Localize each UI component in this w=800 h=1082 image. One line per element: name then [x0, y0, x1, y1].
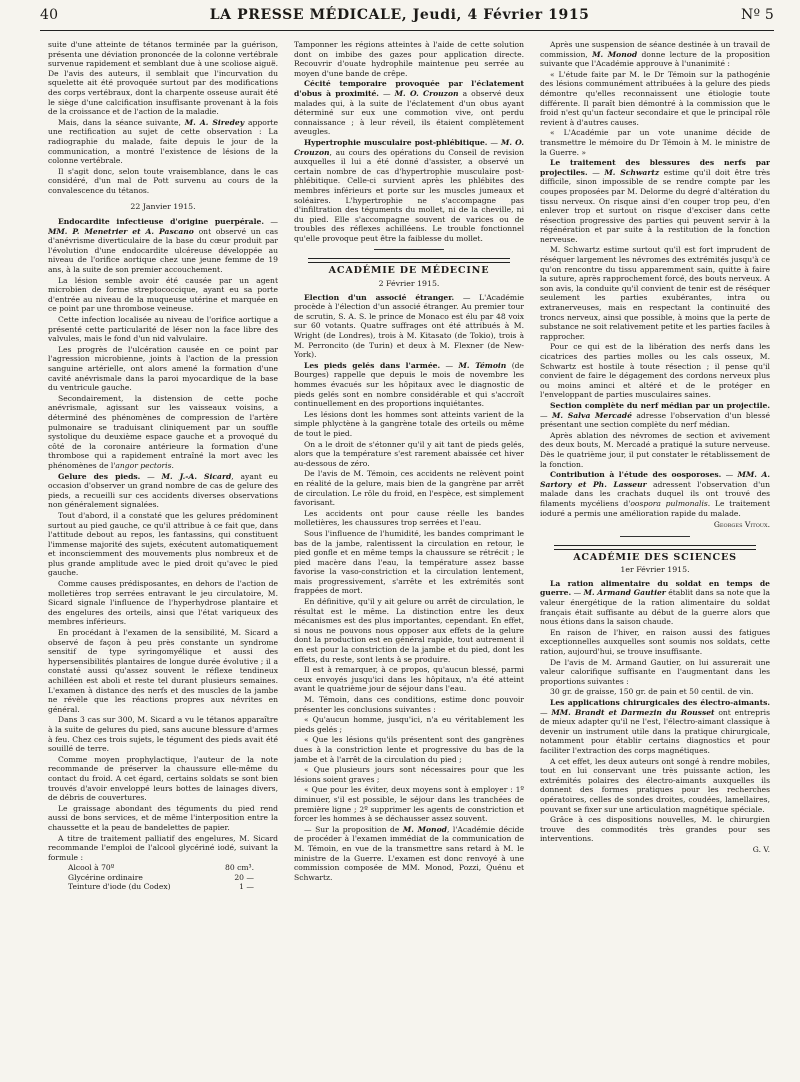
paragraph: Le graissage abondant des téguments du pied rend aussi de bons services, et de même l'interposition entre la chaussette et la peau de bandelettes de papier.: [48, 803, 278, 832]
paragraph: Sous l'influence de l'humidité, les bandes comprimant le bas de la jambe, ralentissent la circulation en retour, le pied gonfle et en même temps la chaussure se rétrécit ; le pied macère dans l'eau, la température assez basse favorise la vaso-constriction et la circulation lentement, mais progressivement, s'arrête et les extrémités sont frappées de mort.: [294, 528, 524, 596]
section-heading: Section complète du nerf médian par un projectile.: [550, 400, 770, 410]
session-date: 1er Février 1915.: [620, 565, 690, 575]
author-name: M. Salva Mercadé: [552, 410, 632, 420]
paragraph: Il s'agit donc, selon toute vraisemblance, dans le cas considéré, d'un mal de Pott survenu au cours de la convalescence du tétanos.: [48, 166, 278, 195]
paragraph: De l'avis de M. Témoin, ces accidents ne relèvent point en réalité de la gelure, mais bien de la gangrène par arrêt de circulation. Le rôle du froid, en l'espèce, est simplement favorisant.: [294, 469, 524, 508]
paragraph: Les applications chirurgicales des électro-aimants. — MM. Brandt et Darmezin du Rousset ont entrepris de mieux adapter qu'il ne l'est, l'électro-aimant classique à devenir un instrument utile dans la pratique chirurgicale, notamment pour établir certains diagnostics et pour faciliter l'extraction des corps magnétiques.: [540, 698, 770, 755]
paragraph: En raison de l'hiver, en raison aussi des fatigues exceptionnelles auxquelles sont soumis nos soldats, cette ration, aujourd'hui, se trouve insuffisante.: [540, 627, 770, 657]
paragraph: A cet effet, les deux auteurs ont songé à rendre mobiles, tout en lui conservant une très puissante action, les extrémités polaires des électro-aimants auxquelles ils donnent des formes pratiques pour les recherches opératoires, celles de sondes droites, coudées, lamellaires, pouvant se fixer sur une articulation magnétique spéciale.: [540, 756, 770, 814]
paragraph: A titre de traitement palliatif des engelures, M. Sicard recommande l'emploi de l'alcool glycériné iodé, suivant la formule :: [48, 833, 278, 862]
section-heading: Le traitement des blessures des nerfs par projectiles.: [540, 158, 770, 177]
paragraph: Cette infection localisée au niveau de l'orifice aortique a présenté cette particularité de léser non la face libre des valvules, mais le fond d'un nid valvulaire.: [48, 315, 278, 344]
column-1: [48, 40, 278, 1076]
paragraph: Après une suspension de séance destinée à un travail de commission, M. Monod donne lecture de la proposition suivante que l'Académie approuve à l'unanimité :: [540, 40, 770, 69]
divider: [620, 536, 690, 537]
formula-row: Alcool à 70º 80 cm³.: [68, 863, 254, 873]
paragraph: Secondairement, la distension de cette poche anévrismale, agissant sur les vaisseaux voisins, a déterminé des phénomènes de compression de l'artère pulmonaire se traduisant cliniquement par un souffle systolique du deuxième espace gauche et a provoqué du côté de la coronaire antérieure la formation d'une thrombose qui a rapidement entraîné la mort avec les phénomènes de l'angor pectoris.: [48, 393, 278, 470]
section-heading: Gelure des pieds.: [58, 471, 141, 481]
paragraph: Les lésions dont les hommes sont atteints varient de la simple phlyctène à la gangrène totale des orteils ou même de tout le pied.: [294, 409, 524, 438]
issue-number: Nº 5: [741, 7, 774, 23]
quote-paragraph: « Que plusieurs jours sont nécessaires pour que les lésions soient graves ;: [294, 765, 524, 784]
paragraph: En procédant à l'examen de la sensibilité, M. Sicard a observé de façon à peu près constante un syndrome sensitif de type syringomyélique et aussi des hypersensibilités plantaires de longue durée évolutive ; il a constaté aussi qu'assez souvent le réflexe tendineux achilléen est aboli et reste tel durant plusieurs semaines. L'examen à distance des nerfs et des muscles de la jambe ne révèle que les réactions propres aux névrites en général.: [48, 628, 278, 714]
formula-row: Glycérine ordinaire 20 —: [68, 872, 254, 882]
paragraph: Endocardite infectieuse d'origine puerpérale. — MM. P. Menetrier et A. Pascano ont observé un cas d'anévrisme diverticulaire de la base du cœur produit par l'évolution d'une endocardite ulcéreuse développée au niveau de l'orifice aortique chez une jeune femme de 19 ans, à la suite de son premier accouchement.: [48, 217, 278, 275]
paragraph: Les pieds gelés dans l'armée. — M. Témoin (de Bourges) rappelle que depuis le mois de novembre les hommes évacués sur les hôpitaux avec le diagnostic de pieds gelés sont en nombre considérable et qui s'accroît continuellement en des proportions inquiétantes.: [294, 360, 524, 409]
paragraph: Election d'un associé étranger. — L'Académie procède à l'élection d'un associé étranger. Au premier tour de scrutin, S. A. S. le prince de Monaco est élu par 48 voix sur 60 votants. Quatre suffrages ont été attribués à M. Wright (de Londres), trois à M. Kitasato (de Tokio), trois à M. Perroncito (de Turin) et deux à M. Flexner (de New-York).: [294, 292, 524, 360]
section-heading: Endocardite infectieuse d'origine puerpérale.: [58, 217, 264, 227]
section-heading: Election d'un associé étranger.: [304, 292, 455, 302]
paragraph: Comme causes prédisposantes, en dehors de l'action de molletières trop serrées entravant le jeu circulatoire, M. Sicard signale l'influence de l'hyperhydrose plantaire et des engelures des orteils, ainsi que l'état variqueux des membres inférieurs.: [48, 579, 278, 627]
paragraph: Les progrès de l'ulcération causée en ce point par l'agression microbienne, joints à l'action de la pression sanguine artérielle, ont alors amené la formation d'une cavité anévrismale dans la paroi myocardique de la base du ventricule gauche.: [48, 344, 278, 393]
running-head: [40, 4, 774, 26]
author-name: M. Monod: [592, 49, 638, 59]
author-name: M. Témoin: [458, 360, 507, 370]
author-name: M. O. Crouzon: [394, 88, 459, 98]
paragraph: La lésion semble avoir été causée par un agent microbien de forme streptococcique, ayant eu sa porte d'entrée au niveau de la muqueuse utérine et marquée en ce point par une thrombose veineuse.: [48, 275, 278, 314]
session-date: 2 Février 1915.: [378, 279, 440, 289]
paragraph: Mais, dans la séance suivante, M. A. Siredey apporte une rectification au sujet de cette observation : La radiographie du malade, faite depuis le jour de la communication, a montré l'existence de lésions de la colonne vertébrale.: [48, 117, 278, 166]
paragraph: On a le droit de s'étonner qu'il y ait tant de pieds gelés, alors que la température s'est rarement abaissée cet hiver au-dessous de zéro.: [294, 439, 524, 468]
paragraph: — Sur la proposition de M. Monod, l'Académie décide de procéder à l'examen immédiat de la communication de M. Témoin, en vue de la transmettre sans retard à M. le ministre de la Guerre. L'examen est donc renvoyé à une commission composée de MM. Monod, Pozzi, Quénu et Schwartz.: [294, 824, 524, 882]
section-heading: La ration alimentaire du soldat en temps de guerre.: [540, 578, 770, 598]
section-heading: Contribution à l'étude des oosporoses.: [550, 470, 722, 480]
author-name: MM. P. Menetrier et A. Pascano: [48, 226, 194, 236]
paragraph: M. Témoin, dans ces conditions, estime donc pouvoir présenter les conclusions suivantes :: [294, 695, 524, 714]
paragraph: suite d'une atteinte de tétanos terminée par la guérison, présenta une déviation prononcée de la colonne vertébrale survenue rapidement et semblant due à une scoliose aiguë. De l'avis des auteurs, il semblait que l'incurvation du squelette ait été provoquée surtout par des modifications des corps vertébraux, dont la charpente osseuse aurait été le siège d'une calcification insuffisante provenant à la fois de la croissance et de l'action de la maladie.: [48, 40, 278, 117]
paragraph: Contribution à l'étude des oosporoses. — MM. A. Sartory et Ph. Lasseur adressent l'observation d'un malade dans les crachats duquel ils ont trouvé des filaments mycéliens d'oospora pulmonalis. Le traitement ioduré a permis une amélioration rapide du malade.: [540, 470, 770, 518]
author-name: MM. A. Sartory et Ph. Lasseur: [540, 470, 770, 489]
paragraph: Cécité temporaire provoquée par l'éclatement d'obus à proximité. — M. O. Crouzon a observé deux malades qui, à la suite de l'éclatement d'un obus ayant déterminé sur eux une commotion vive, ont perdu connaissance ; à leur réveil, ils étaient complètement aveugles.: [294, 79, 524, 137]
section-heading: Hypertrophie musculaire post-phlébitique.: [304, 137, 488, 147]
academy-header: [294, 258, 524, 288]
paragraph: Gelure des pieds. — M. J.-A. Sicard, ayant eu occasion d'observer un grand nombre de cas de gelure des pieds, a recueilli sur ces accidents diverses observations non généralement signalées.: [48, 471, 278, 510]
section-heading: Cécité temporaire provoquée par l'éclatement d'obus à proximité.: [294, 79, 524, 98]
quote-paragraph: « Que les lésions qu'ils présentent sont des gangrènes dues à la constriction lente et progressive du bas de la jambe et à l'arrêt de la circulation du pied ;: [294, 735, 524, 764]
paragraph: 30 gr. de graisse, 150 gr. de pain et 50 centil. de vin.: [550, 687, 754, 697]
article-columns: [48, 40, 770, 1076]
paragraph: Tout d'abord, il a constaté que les gelures prédominent surtout au pied gauche, ce qu'il attribue à ce fait que, dans l'attitude debout au repos, les fantassins, qui constituent l'immense majorité des sujets, exécutent automatiquement et inconsciemment des mouvements plus nombreux et de plus grande amplitude avec le pied droit qu'avec le pied gauche.: [48, 510, 278, 578]
academy-title: ACADÉMIE DE MÉDECINE: [328, 265, 490, 277]
divider: [554, 545, 756, 550]
divider: [374, 249, 444, 250]
paragraph: Comme moyen prophylactique, l'auteur de la note recommande de préserver la chaussure elle-même du contact du froid. A cet égard, certains soldats se sont bien trouvés d'avoir enveloppé leurs bottes de lainages divers, de débris de couvertures.: [48, 754, 278, 803]
quote-paragraph: « Qu'aucun homme, jusqu'ici, n'a eu véritablement les pieds gelés ;: [294, 715, 524, 734]
paragraph: Section complète du nerf médian par un projectile. — M. Salva Mercadé adresse l'observation d'un blessé présentant une section complète du nerf médian.: [540, 400, 770, 430]
quote-paragraph: « L'étude faite par M. le Dr Témoin sur la pathogénie des lésions communément attribuées à la gelure des pieds démontre qu'elles reconnaissent une étiologie toute différente. Il paraît bien démontré à la commission que le froid n'est qu'un facteur secondaire et que le principal rôle revient à d'autres causes.: [540, 69, 770, 127]
academy-header: [540, 545, 770, 575]
paragraph: Les accidents ont pour cause réelle les bandes molletières, les chaussures trop serrées et l'eau.: [294, 508, 524, 528]
paragraph: Il est à remarquer, à ce propos, qu'aucun blessé, parmi ceux envoyés jusqu'ici dans les hôpitaux, n'a été atteint avant le quatrième jour de séjour dans l'eau.: [294, 665, 524, 694]
author-name: M. Monod: [402, 824, 447, 834]
paragraph: La ration alimentaire du soldat en temps de guerre. — M. Armand Gautier établit dans sa note que la valeur énergétique de la ration alimentaire du soldat français était suffisante au début de la guerre alors que nous étions dans la saison chaude.: [540, 578, 770, 627]
author-signature: Georges Vitoux.: [713, 520, 770, 530]
author-name: M. Schwartz: [604, 167, 660, 177]
journal-title: LA PRESSE MÉDICALE, Jeudi, 4 Février 1915: [209, 7, 590, 23]
section-heading: Les applications chirurgicales des électro-aimants.: [550, 698, 770, 707]
paragraph: M. Schwartz estime surtout qu'il est fort imprudent de réséquer largement les névromes des extrémités jusqu'à ce qu'on rencontre du tissu apparemment sain, quitte à faire la suture, après rapprochement forcé, des bouts nerveux. A son avis, la conduite qu'il convient de tenir est de réséquer seulement les parties exubérantes, intra ou extranerveuses, mais en respectant la continuité des troncs nerveux, ainsi que possible, à moins que la perte de substance ne soit relativement petite et les parties faciles à rapprocher.: [540, 245, 770, 341]
paragraph: Hypertrophie musculaire post-phlébitique. — M. O. Crouzon, au cours des opérations du Conseil de revision auxquelles il lui a été donné d'assister, a observé un certain nombre de cas d'hypertrophie musculaire post-phlébitique. Celle-ci survient après les phlébites des membres inférieurs et porte sur les muscles jumeaux et soléaires. L'hypertrophie ne s'accompagne pas d'infiltration des téguments du mollet, ni de la cheville, ni du pied. Elle s'accompagne souvent de varices ou de troubles des réflexes achilléens. Le trouble fonctionnel qu'elle provoque peut être la faiblesse du mollet.: [294, 137, 524, 243]
author-name: M. A. Siredey: [184, 117, 245, 127]
paragraph: Tamponner les régions atteintes à l'aide de cette solution dont on imbibe des gazes pour application directe. Recouvrir d'ouate hydrophile maintenue peu serrée au moyen d'une bande de crêpe.: [294, 40, 524, 78]
session-date: 22 Janvier 1915.: [130, 201, 196, 211]
paragraph: Dans 3 cas sur 300, M. Sicard a vu le tétanos apparaître à la suite de gelures du pied, sans aucune blessure d'armes à feu. Chez ces trois sujets, le tégument des pieds avait été souillé de terre.: [48, 715, 278, 754]
paragraph: Pour ce qui est de la libération des nerfs dans les cicatrices des parties molles ou les cals osseux, M. Schwartz est hostile à toute résection ; il pense qu'il convient de faire le dégagement des cordons nerveux plus ou moins aminci et altéré et de le protéger en l'enveloppant de parties musculaires saines.: [540, 342, 770, 400]
academy-title: ACADÉMIE DES SCIENCES: [573, 551, 737, 563]
column-2: [294, 40, 524, 1076]
paragraph: Le traitement des blessures des nerfs par projectiles. — M. Schwartz estime qu'il doit être très difficile, sinon impossible de se rendre compte par les coupes proposées par M. Delorme du degré d'altération du tissu nerveux. On risque ainsi d'en couper trop peu, d'en enlever trop et surtout on risque d'exciser dans cette résection progressive des parties qui peuvent servir à la régénération et par suite à la restitution de la fonction nerveuse.: [540, 158, 770, 244]
column-3: [540, 40, 770, 1076]
header-rule: [40, 30, 774, 31]
paragraph: Grâce à ces dispositions nouvelles, M. le chirurgien trouve des commodités très grandes pour ses interventions.: [540, 815, 770, 844]
quote-paragraph: « Que pour les éviter, deux moyens sont à employer : 1º diminuer, s'il est possible, le séjour dans les tranchées de première ligne ; 2º supprimer les agents de constriction et forcer les hommes à se déchausser assez souvent.: [294, 785, 524, 824]
divider: [308, 258, 510, 263]
author-name: M. J.-A. Sicard: [161, 471, 232, 481]
quote-paragraph: « L'Académie par un vote unanime décide de transmettre le mémoire du Dr Témoin à M. le ministre de la Guerre. »: [540, 128, 770, 157]
paragraph: Après ablation des névromes de section et avivement des deux bouts, M. Mercadé a pratiqué la suture nerveuse. Dès le quatrième jour, il put constater le rétablissement de la fonction.: [540, 430, 770, 469]
author-name: M. O. Crouzon: [294, 137, 524, 157]
paragraph: En définitive, qu'il y ait gelure ou arrêt de circulation, le résultat est le même. La distinction entre les deux mécanismes est des plus importantes, cependant. En effet, si nous ne pouvons nous opposer aux effets de la gelure dont la production est en général rapide, tout autrement il en est pour la constriction de la jambe et du pied, dont les effets, du reste, sont lents à se produire.: [294, 597, 524, 664]
author-name: M. Armand Gautier: [583, 588, 666, 598]
formula-row: Teinture d'iode (du Codex) 1 —: [68, 882, 254, 892]
author-initials: G. V.: [752, 844, 770, 854]
section-heading: Les pieds gelés dans l'armée.: [304, 360, 441, 370]
page-number: 40: [40, 7, 59, 23]
author-name: MM. Brandt et Darmezin du Rousset: [551, 707, 715, 717]
paragraph: De l'avis de M. Armand Gautier, on lui assurerait une valeur calorifique suffisante en l'augmentant dans les proportions suivantes :: [540, 657, 770, 686]
